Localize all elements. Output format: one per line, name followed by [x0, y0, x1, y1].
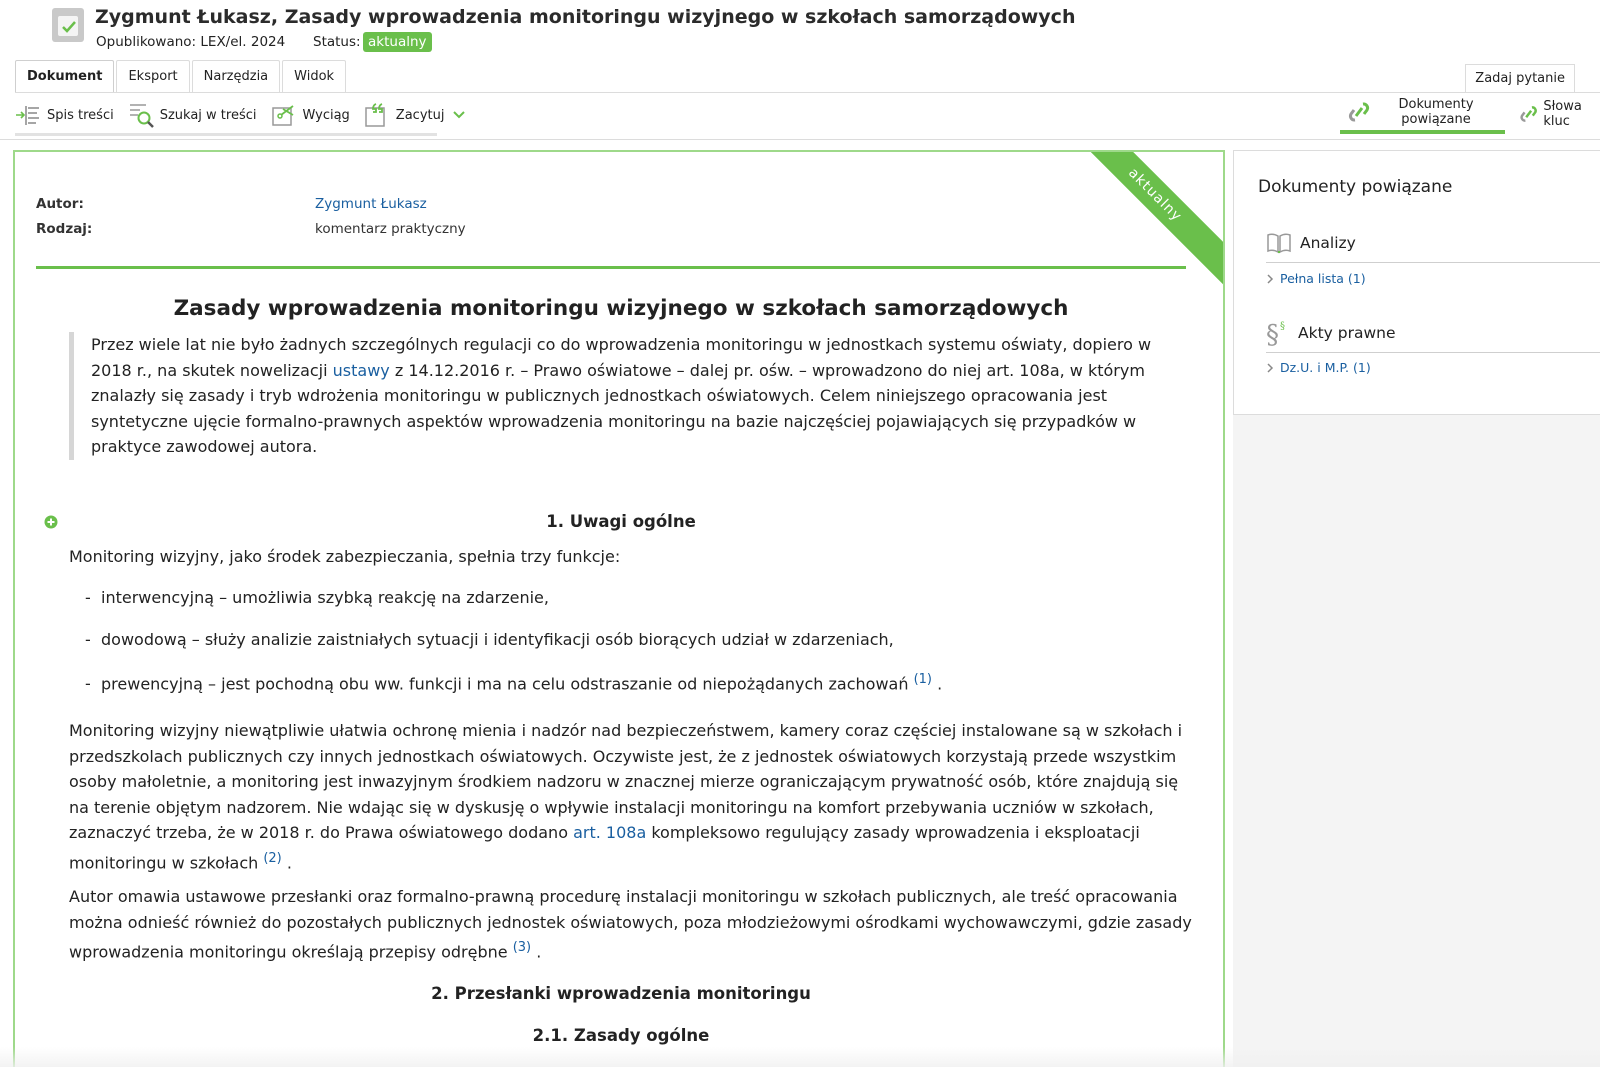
document-panel: [13, 150, 1225, 1067]
link-icon: [1346, 98, 1372, 126]
search-label: Szukaj w treści: [159, 107, 257, 123]
main-tabs: [15, 60, 348, 92]
abstract-text-2: z 14.12.2016 r. – Prawo oświatowe – dalej pr. ośw. – wprowadzono do niej art. 108a, w którym znalazły się zasady i tryb wdrożenia monitoringu w publicznych jednostkach oświatowych. Celem niniejszego opracowania jest syntetyczne ujęcie formalno-prawnych aspektów wprowadzenia monitoringu na bazie najczęściej pojawiających się przypadków w praktyce zawodowej autora.: [91, 360, 1145, 456]
analyses-section[interactable]: [1266, 231, 1600, 255]
intro-paragraph: Monitoring wizyjny, jako środek zabezpieczania, spełnia trzy funkcje:: [69, 547, 621, 566]
bullet-text: interwencyjną – umożliwia szybką reakcję na zdarzenie,: [101, 588, 549, 607]
period: .: [286, 852, 292, 872]
abstract: [69, 332, 1169, 460]
toc-label: Spis treści: [47, 107, 114, 123]
keywords-button[interactable]: [1512, 94, 1600, 134]
art-108a-link[interactable]: art. 108a: [573, 823, 647, 842]
legal-acts-link-label: Dz.U. i M.P. (1): [1280, 360, 1371, 375]
search-in-text-button[interactable]: [128, 100, 257, 130]
section-2-1-title: 2.1. Zasady ogólne: [532, 1026, 710, 1045]
author-label: Autor:: [36, 196, 84, 212]
divider: [36, 266, 1186, 269]
toc-icon: [15, 103, 41, 127]
bullet-dash: -: [85, 588, 91, 607]
publication-info: Opublikowano: LEX/el. 2024: [96, 34, 286, 50]
quote-label: Zacytuj: [395, 107, 445, 123]
chevron-right-icon: [1266, 273, 1274, 285]
svg-text:§: §: [1280, 321, 1285, 332]
related-label-line1: Dokumenty: [1398, 97, 1474, 112]
type-label: Rodzaj:: [36, 221, 93, 237]
paragraph-text: Monitoring wizyjny niewątpliwie ułatwia ochronę mienia i nadzór nad bezpieczeństwem, kamery coraz częściej instalowane są w szkołach i przedszkolach publicznych czy innych jednostkach oświatowych. Oczywiste jest, że z jednostek oświatowych korzystają przede wszystkim osoby małoletnie, a monitoring jest inwazyjnym środkiem nadzoru w znacznej mierze ograniczającym prywatność osób, które znajdują się na terenie objętym nadzorem. Nie wdając się w dyskusję o wpływie instalacji monitoringu na komfort przebywania uczniów w szkołach, zaznaczyć trzeba, że w 2018 r. do Prawa oświatowego dodano: [69, 721, 1183, 842]
abstract-text: Przez wiele lat nie było żadnych szczególnych regulacji co do wprowadzenia monitoringu w jednostkach systemu oświaty, dopiero w 2018 r., na skutek nowelizacji: [91, 335, 1152, 380]
paragraph: [69, 884, 1199, 965]
status-ribbon: aktualny: [1060, 150, 1225, 290]
tab-dokument[interactable]: Dokument: [15, 60, 114, 93]
side-background: [1233, 415, 1600, 1067]
paragraph: [69, 718, 1199, 875]
legal-acts-link[interactable]: [1266, 360, 1371, 375]
tab-eksport[interactable]: Eksport: [116, 60, 189, 92]
tab-widok[interactable]: Widok: [282, 60, 346, 92]
quote-icon: [364, 102, 390, 128]
footnote-1-link[interactable]: (1): [913, 672, 932, 687]
quote-button[interactable]: [364, 100, 473, 130]
related-documents-button[interactable]: [1340, 94, 1505, 134]
toc-button[interactable]: [15, 100, 114, 130]
search-icon: [128, 102, 154, 128]
chevron-down-icon[interactable]: [452, 110, 466, 120]
book-icon: [1266, 231, 1292, 255]
analyses-label: Analizy: [1300, 234, 1356, 252]
paragraph-text: Autor omawia ustawowe przesłanki oraz formalno-prawną procedurę instalacji monitoringu w szkołach publicznych, ale treść opracowania można odnieść również do pozostałych publicznych jednostek oświatowych, poza młodzieżowymi ośrodkami wychowawczymi, gdzie zasady wprowadzenia monitoringu określają przepisy odrębne: [69, 887, 1192, 962]
footnote-3-link[interactable]: (3): [512, 940, 532, 955]
document-toolbar: [15, 95, 486, 135]
scissors-icon: [271, 103, 297, 127]
side-panel-title: Dokumenty powiązane: [1258, 177, 1453, 197]
document-heading: Zasady wprowadzenia monitoringu wizyjnego w szkołach samorządowych: [173, 296, 1069, 321]
section-1-title: 1. Uwagi ogólne: [546, 512, 696, 531]
footnote-2-link[interactable]: (2): [263, 850, 282, 866]
link-icon: [1518, 100, 1539, 128]
section-2-title: 2. Przesłanki wprowadzenia monitoringu: [431, 984, 811, 1003]
bullet-dash: -: [85, 630, 91, 649]
type-value: komentarz praktyczny: [315, 221, 466, 237]
tab-narzedzia[interactable]: Narzędzia: [192, 60, 281, 92]
extract-button[interactable]: [271, 100, 350, 130]
list-item: [85, 588, 549, 607]
document-header: [0, 0, 1600, 140]
list-item: [85, 672, 942, 693]
document-title: Zygmunt Łukasz, Zasady wprowadzenia monitoringu wizyjnego w szkołach samorządowych: [95, 6, 1076, 28]
legal-acts-section[interactable]: [1266, 319, 1600, 347]
period: .: [937, 674, 943, 694]
bullet-dash: -: [85, 674, 91, 694]
related-documents-panel: [1233, 150, 1600, 415]
related-label-line2: powiązane: [1401, 112, 1471, 127]
svg-text:§: §: [1266, 320, 1279, 347]
document-check-icon: [52, 8, 84, 42]
extract-label: Wyciąg: [302, 107, 350, 123]
legal-acts-label: Akty prawne: [1298, 324, 1396, 342]
chevron-right-icon: [1266, 362, 1274, 374]
paragraph-text-2: kompleksowo regulujący zasady wprowadzenia i eksploatacji monitoringu w szkołach: [69, 823, 1140, 872]
ustawy-link[interactable]: ustawy: [332, 360, 390, 380]
list-item: [85, 630, 894, 649]
analyses-full-list-label: Pełna lista (1): [1280, 271, 1366, 286]
analyses-full-list-link[interactable]: [1266, 271, 1366, 286]
ask-question-tab[interactable]: Zadaj pytanie: [1465, 64, 1575, 92]
period: .: [536, 942, 542, 962]
bullet-text: dowodową – służy analizie zaistniałych sytuacji i identyfikacji osób biorących udział w zdarzeniach,: [101, 630, 894, 649]
paragraph-section-icon: [1266, 319, 1290, 347]
author-link[interactable]: Zygmunt Łukasz: [315, 196, 427, 212]
status-badge: aktualny: [363, 32, 432, 52]
bullet-text: prewencyjną – jest pochodną obu ww. funkcji i ma na celu odstraszanie od niepożądanych zachowań: [101, 674, 909, 694]
tabs-divider: [15, 92, 1600, 93]
status-label: Status:: [313, 34, 361, 50]
bottom-fade: [0, 1047, 1600, 1067]
keywords-label: Słowa kluc: [1543, 99, 1582, 129]
divider: [1266, 262, 1600, 263]
toolbar-underline: [15, 133, 437, 136]
divider: [1266, 352, 1600, 353]
